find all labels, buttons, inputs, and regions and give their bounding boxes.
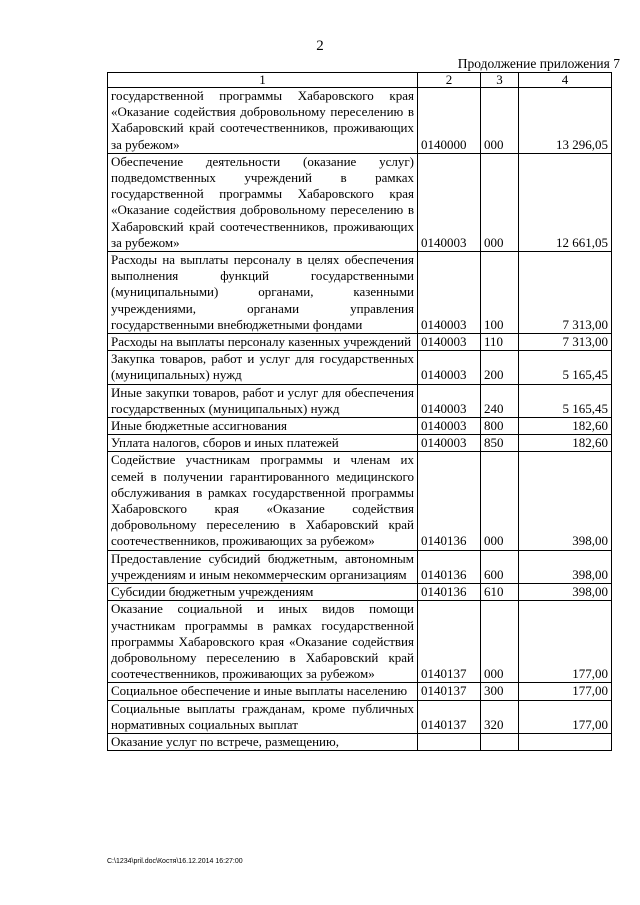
row-target-code: 0140003 [418,252,481,334]
table-row [108,334,612,351]
row-target-code: 0140136 [418,584,481,601]
table-header-row [108,73,612,88]
row-amount: 177,00 [519,683,612,700]
row-description: Социальные выплаты гражданам, кроме публичных нормативных социальных выплат [108,700,418,733]
row-amount: 398,00 [519,550,612,583]
row-description: Иные закупки товаров, работ и услуг для обеспечения государственных (муниципальных) нужд [108,384,418,417]
row-target-code: 0140003 [418,153,481,251]
row-expense-type: 610 [481,584,519,601]
row-target-code: 0140003 [418,334,481,351]
row-description: Субсидии бюджетным учреждениям [108,584,418,601]
row-amount: 13 296,05 [519,88,612,154]
row-description: Содействие участникам программы и членам их семей в получении гарантированного медицинского обслуживания в рамках государственной программы Хабаровского края «Оказание содействия добровольному переселению в Хабаровский край соотечественников, проживающих за рубежом» [108,452,418,550]
column-header-expense-type: 3 [481,73,519,88]
row-description: Оказание услуг по встрече, размещению, [108,733,418,750]
row-description: Оказание социальной и иных видов помощи участникам программы в рамках государственной программы Хабаровского края «Оказание содействия добровольному переселению в Хабаровский край соотечественников, проживающих за рубежом» [108,601,418,683]
table-row [108,601,612,683]
row-expense-type: 000 [481,601,519,683]
file-path-stamp: C:\1234\pril.doc\Костя\16.12.2014 16:27:00 [107,858,243,865]
row-amount: 5 165,45 [519,384,612,417]
table-row [108,435,612,452]
row-amount: 7 313,00 [519,334,612,351]
row-target-code: 0140136 [418,452,481,550]
table-row [108,733,612,750]
row-amount: 5 165,45 [519,351,612,384]
row-target-code: 0140000 [418,88,481,154]
row-target-code [418,733,481,750]
row-target-code: 0140003 [418,384,481,417]
row-amount: 398,00 [519,452,612,550]
page-number: 2 [316,38,324,54]
column-header-description: 1 [108,73,418,88]
row-target-code: 0140137 [418,601,481,683]
row-amount: 7 313,00 [519,252,612,334]
column-header-amount: 4 [519,73,612,88]
row-expense-type: 100 [481,252,519,334]
table-row [108,550,612,583]
row-description: Предоставление субсидий бюджетным, автономным учреждениям и иным некоммерческим организациям [108,550,418,583]
row-description: Расходы на выплаты персоналу казенных учреждений [108,334,418,351]
table-row [108,384,612,417]
row-target-code: 0140003 [418,418,481,435]
row-expense-type: 110 [481,334,519,351]
row-target-code: 0140137 [418,700,481,733]
row-expense-type: 000 [481,88,519,154]
table-row [108,584,612,601]
row-description: Иные бюджетные ассигнования [108,418,418,435]
row-amount: 182,60 [519,435,612,452]
table-row [108,153,612,251]
row-description: Обеспечение деятельности (оказание услуг) подведомственных учреждений в рамках государственной программы Хабаровского края «Оказание содействия добровольному переселению в Хабаровский край соотечественников, проживающих за рубежом» [108,153,418,251]
table-row [108,452,612,550]
row-target-code: 0140136 [418,550,481,583]
row-expense-type: 200 [481,351,519,384]
budget-table-body [108,73,612,751]
row-expense-type: 800 [481,418,519,435]
table-row [108,252,612,334]
row-expense-type: 850 [481,435,519,452]
table-row [108,88,612,154]
appendix-continuation-note: Продолжение приложения 7 [457,56,620,71]
row-target-code: 0140137 [418,683,481,700]
row-expense-type: 000 [481,452,519,550]
row-description: Расходы на выплаты персоналу в целях обеспечения выполнения функций государственными (муниципальными) органами, казенными учреждениями, органами управления государственными внебюджетными фондами [108,252,418,334]
row-amount: 177,00 [519,601,612,683]
row-expense-type: 600 [481,550,519,583]
row-amount [519,733,612,750]
row-description: государственной программы Хабаровского края «Оказание содействия добровольному переселению в Хабаровский край соотечественников, проживающих за рубежом» [108,88,418,154]
row-amount: 12 661,05 [519,153,612,251]
row-expense-type: 000 [481,153,519,251]
row-expense-type [481,733,519,750]
row-amount: 398,00 [519,584,612,601]
row-expense-type: 240 [481,384,519,417]
row-description: Закупка товаров, работ и услуг для государственных (муниципальных) нужд [108,351,418,384]
table-row [108,351,612,384]
row-target-code: 0140003 [418,435,481,452]
row-expense-type: 320 [481,700,519,733]
row-amount: 177,00 [519,700,612,733]
table-row [108,700,612,733]
row-amount: 182,60 [519,418,612,435]
column-header-code: 2 [418,73,481,88]
row-expense-type: 300 [481,683,519,700]
row-target-code: 0140003 [418,351,481,384]
table-row [108,683,612,700]
row-description: Уплата налогов, сборов и иных платежей [108,435,418,452]
budget-table [107,72,612,751]
table-row [108,418,612,435]
row-description: Социальное обеспечение и иные выплаты населению [108,683,418,700]
